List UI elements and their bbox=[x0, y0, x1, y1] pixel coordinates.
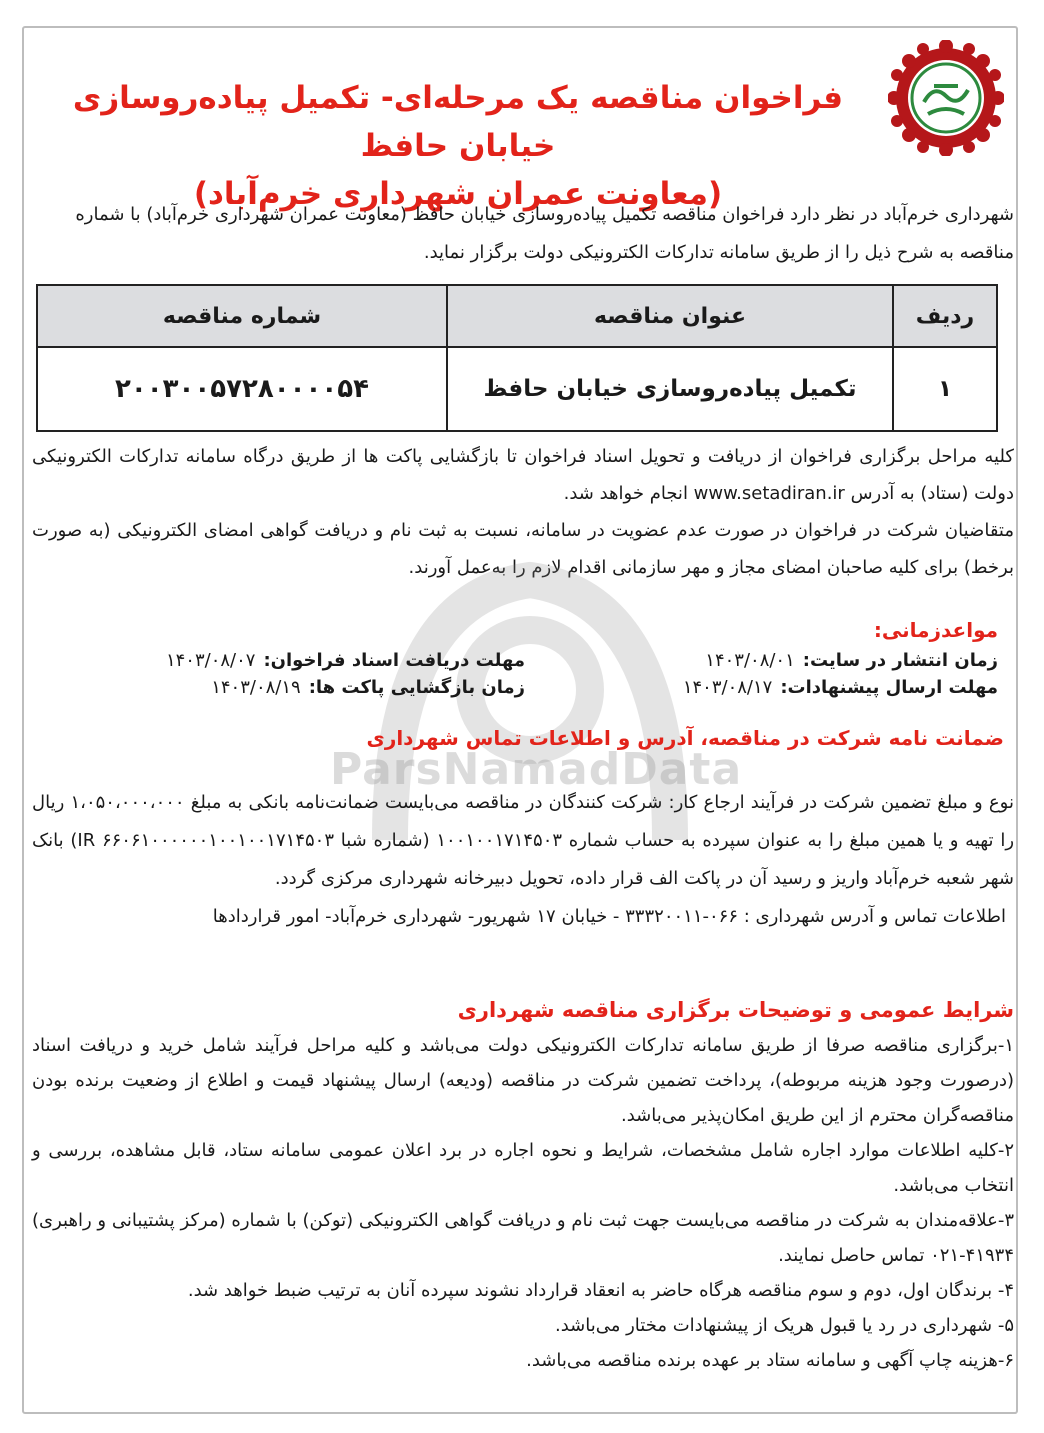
table-row bbox=[37, 347, 997, 431]
process-paragraph-1: کلیه مراحل برگزاری فراخوان از دریافت و تحویل اسناد فراخوان تا بازگشایی پاکت ها از طریق درگاه سامانه تدارکات الکترونیکی دولت (ستاد) به آدرس www.setadiran.ir انجام خواهد شد. bbox=[32, 446, 1014, 504]
title-line-2: (معاونت عمران شهرداری خرم‌آباد) bbox=[193, 176, 723, 212]
schedule-section bbox=[52, 618, 998, 698]
header-row-number: ردیف bbox=[893, 285, 997, 347]
publish-label: زمان انتشار در سایت: bbox=[802, 650, 998, 671]
list-item: ۳-علاقه‌مندان به شرکت در مناقصه می‌بایست جهت ثبت نام و دریافت گواهی الکترونیکی (توکن) با شماره (مرکز پشتیبانی و راهبری) ۴۱۹۳۴-۰۲۱ تماس حاصل نمایند. bbox=[32, 1210, 1014, 1266]
submit-value: ۱۴۰۳/۰۸/۱۷ bbox=[682, 677, 773, 698]
process-paragraphs bbox=[32, 438, 1014, 586]
list-item: ۲-کلیه اطلاعات موارد اجاره شامل مشخصات، شرایط و نحوه اجاره در برد اعلان عمومی سامانه ستاد، قابل مشاهده، بررسی و انتخاب می‌باشد. bbox=[32, 1140, 1014, 1196]
publish-value: ۱۴۰۳/۰۸/۰۱ bbox=[705, 650, 795, 671]
submit-deadline bbox=[525, 677, 998, 698]
open-label: زمان بازگشایی پاکت ها: bbox=[308, 677, 525, 698]
terms-section bbox=[32, 998, 1014, 1378]
schedule-grid bbox=[52, 650, 998, 698]
intro-text: شهرداری خرم‌آباد در نظر دارد فراخوان مناقصه تکمیل پیاده‌روسازی خیابان حافظ (معاونت عمران شهرداری خرم‌آباد) با شماره مناقصه به شرح ذیل را از طریق سامانه تدارکات الکترونیکی دولت برگزار نماید. bbox=[75, 204, 1014, 263]
list-item: ۴- برندگان اول، دوم و سوم مناقصه هرگاه حاضر به انعقاد قرارداد نشوند سپرده آنان به ترتیب ضبط خواهد شد. bbox=[187, 1280, 1014, 1301]
terms-list bbox=[32, 1028, 1014, 1378]
submit-label: مهلت ارسال پیشنهادات: bbox=[780, 677, 998, 698]
docs-label: مهلت دریافت اسناد فراخوان: bbox=[263, 650, 525, 671]
title-line-1: فراخوان مناقصه یک مرحله‌ای- تکمیل پیاده‌روسازی خیابان حافظ bbox=[72, 80, 844, 164]
terms-heading: شرایط عمومی و توضیحات برگزاری مناقصه شهرداری bbox=[457, 998, 1014, 1022]
list-item: ۱-برگزاری مناقصه صرفا از طریق سامانه تدارکات الکترونیکی دولت می‌باشد و کلیه مراحل فرآیند شامل خرید و دریافت اسناد (درصورت وجود هزینه مربوطه)، پرداخت تضمین شرکت در مناقصه (ودیعه) ارسال پیشنهاد قیمت و اطلاع از وضعیت برنده بودن مناقصه‌گران محترم از این طریق امکان‌پذیر می‌باشد. bbox=[32, 1035, 1014, 1126]
cell-tender-number: ۲۰۰۳۰۰۵۷۲۸۰۰۰۰۵۴ bbox=[37, 347, 447, 431]
list-item: ۶-هزینه چاپ آگهی و سامانه ستاد بر عهده برنده مناقصه می‌باشد. bbox=[526, 1350, 1014, 1371]
municipality-logo bbox=[888, 40, 1004, 156]
header-tender-number: شماره مناقصه bbox=[37, 285, 447, 347]
header-tender-title: عنوان مناقصه bbox=[447, 285, 893, 347]
process-paragraph-2: متقاضیان شرکت در فراخوان در صورت عدم عضویت در سامانه، نسبت به ثبت نام و دریافت گواهی امضای الکترونیکی (به صورت برخط) برای کلیه صاحبان امضای مجاز و مهر سازمانی اقدام لازم را به‌عمل آورند. bbox=[32, 520, 1014, 578]
guarantee-heading: ضمانت نامه شرکت در مناقصه، آدرس و اطلاعات تماس شهرداری bbox=[366, 726, 1004, 750]
list-item: ۵- شهرداری در رد یا قبول هریک از پیشنهادات مختار می‌باشد. bbox=[555, 1315, 1014, 1336]
contact-info: اطلاعات تماس و آدرس شهرداری : ۰۶۶-۳۳۳۲۰۰۱۱ - خیابان ۱۷ شهریور- شهرداری خرم‌آباد- امور قراردادها bbox=[212, 906, 1006, 927]
docs-deadline bbox=[52, 650, 525, 671]
docs-value: ۱۴۰۳/۰۸/۰۷ bbox=[165, 650, 256, 671]
open-value: ۱۴۰۳/۰۸/۱۹ bbox=[211, 677, 301, 698]
cell-row-number: ۱ bbox=[893, 347, 997, 431]
watermark-text: ParsNamadData bbox=[330, 744, 743, 795]
open-date bbox=[52, 677, 525, 698]
publish-date bbox=[525, 650, 998, 671]
guarantee-section bbox=[32, 726, 1014, 936]
schedule-heading: مواعدزمانی: bbox=[873, 618, 998, 642]
table-header-row bbox=[37, 285, 997, 347]
tender-table bbox=[36, 284, 998, 432]
guarantee-body: نوع و مبلغ تضمین شرکت در فرآیند ارجاع کار: شرکت کنندگان در مناقصه می‌بایست ضمانت‌نامه بانکی به مبلغ ۱،۰۵۰،۰۰۰،۰۰۰ ریال را تهیه و یا همین مبلغ را به عنوان سپرده به حساب شماره ۱۰۰۱۰۰۱۷۱۴۵۰۳ (شماره شبا IR ۶۶۰۶۱۰۰۰۰۰۰۱۰۰۱۰۰۱۷۱۴۵۰۳) بانک شهر شعبه خرم‌آباد واریز و رسید آن در پاکت الف قرار داده، تحویل دبیرخانه شهرداری مرکزی گردد. bbox=[32, 792, 1015, 889]
cell-tender-title: تکمیل پیاده‌روسازی خیابان حافظ bbox=[447, 347, 893, 431]
